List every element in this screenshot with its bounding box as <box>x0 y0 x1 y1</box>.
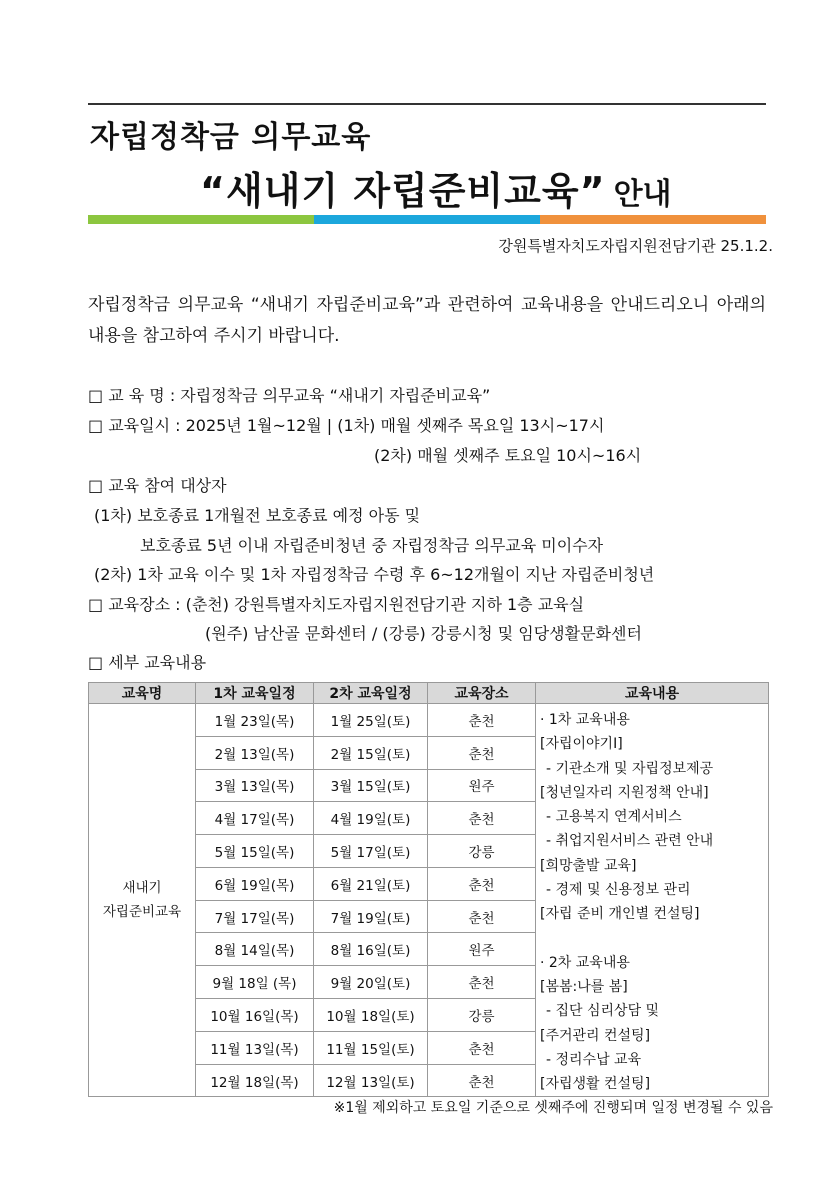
content-line: [자립이야기Ⅰ] <box>540 736 623 753</box>
content-line: - 경제 및 신용정보 관리 <box>546 882 691 899</box>
edu-schedule-1: □ 교육일시 : 2025년 1월~12월 | (1차) 매월 셋째주 목요일 13시~17시 <box>88 416 605 435</box>
schedule-2-cell: 11월 15일(토) <box>314 1031 428 1064</box>
content-line: [청년일자리 지원정책 안내] <box>540 784 709 801</box>
content-line: - 고용복지 연계서비스 <box>546 809 682 826</box>
title-line-2 <box>200 160 672 215</box>
schedule-1-cell: 2월 13일(목) <box>196 736 314 769</box>
th-content: 교육내용 <box>536 683 769 704</box>
schedule-2-cell: 12월 13일(토) <box>314 1064 428 1097</box>
title-main: “새내기 자립준비교육” <box>200 169 606 213</box>
place-cell: 춘천 <box>428 966 536 999</box>
color-bar-blue <box>314 215 540 224</box>
schedule-2-cell: 7월 19일(토) <box>314 900 428 933</box>
place-cell: 춘천 <box>428 736 536 769</box>
th-place: 교육장소 <box>428 683 536 704</box>
place-cell: 원주 <box>428 769 536 802</box>
content-line: [주거관리 컨설팅] <box>540 1027 651 1044</box>
schedule-2-cell: 10월 18일(토) <box>314 999 428 1032</box>
th-schedule-1: 1차 교육일정 <box>196 683 314 704</box>
title-line-1: 자립정착금 의무교육 <box>90 120 372 155</box>
edu-name: □ 교 육 명 : 자립정착금 의무교육 “새내기 자립준비교육” <box>88 386 491 405</box>
schedule-2-cell: 9월 20일(토) <box>314 966 428 999</box>
place-cell: 춘천 <box>428 900 536 933</box>
content-cell <box>536 704 769 1097</box>
schedule-1-cell: 12월 18일(목) <box>196 1064 314 1097</box>
schedule-1-cell: 4월 17일(목) <box>196 802 314 835</box>
schedule-1-cell: 7월 17일(목) <box>196 900 314 933</box>
place-cell: 원주 <box>428 933 536 966</box>
place-cell: 춘천 <box>428 802 536 835</box>
content-line: · 1차 교육내용 <box>540 712 630 728</box>
schedule-2-cell: 6월 21일(토) <box>314 867 428 900</box>
target-2: (2차) 1차 교육 이수 및 1차 자립정착금 수령 후 6~12개월이 지난 자립준비청년 <box>94 565 655 584</box>
content-line: [자립 준비 개인별 컨설팅] <box>540 906 700 923</box>
schedule-1-cell: 3월 13일(목) <box>196 769 314 802</box>
content-line: [봄봄:나를 봄] <box>540 978 628 995</box>
th-program: 교육명 <box>89 683 196 704</box>
place-cell: 춘천 <box>428 867 536 900</box>
target-header: □ 교육 참여 대상자 <box>88 476 227 495</box>
detail-header: □ 세부 교육내용 <box>88 653 207 672</box>
table-row <box>89 704 769 737</box>
schedule-2-cell: 3월 15일(토) <box>314 769 428 802</box>
place-cell: 춘천 <box>428 704 536 737</box>
schedule-note: ※1월 제외하고 토요일 기준으로 셋째주에 진행되며 일정 변경될 수 있음 <box>333 1100 773 1116</box>
place-2: (원주) 남산골 문화센터 / (강릉) 강릉시청 및 임당생활문화센터 <box>205 624 642 643</box>
place-cell: 춘천 <box>428 1031 536 1064</box>
schedule-1-cell: 8월 14일(목) <box>196 933 314 966</box>
place-cell: 강릉 <box>428 999 536 1032</box>
th-schedule-2: 2차 교육일정 <box>314 683 428 704</box>
place-1: □ 교육장소 : (춘천) 강원특별자치도자립지원전담기관 지하 1층 교육실 <box>88 595 585 614</box>
content-line: [희망출발 교육] <box>540 857 637 874</box>
schedule-2-cell: 8월 16일(토) <box>314 933 428 966</box>
top-rule <box>88 103 766 105</box>
target-1b: 보호종료 5년 이내 자립준비청년 중 자립정착금 의무교육 미이수자 <box>140 536 604 555</box>
intro-paragraph: 자립정착금 의무교육 “새내기 자립준비교육”과 관련하여 교육내용을 안내드리오니 아래의 내용을 참고하여 주시기 바랍니다. <box>88 295 766 346</box>
schedule-1-cell: 9월 18일 (목) <box>196 966 314 999</box>
color-bar-orange <box>540 215 766 224</box>
program-name-line: 자립준비교육 <box>102 904 182 921</box>
edu-schedule-2: (2차) 매월 셋째주 토요일 10시~16시 <box>374 446 642 465</box>
schedule-1-cell: 5월 15일(목) <box>196 835 314 868</box>
schedule-2-cell: 5월 17일(토) <box>314 835 428 868</box>
content-line: · 2차 교육내용 <box>540 954 630 971</box>
program-name-line: 새내기 <box>122 880 162 897</box>
content-line: - 취업지원서비스 관련 안내 <box>546 833 714 850</box>
place-cell: 춘천 <box>428 1064 536 1097</box>
color-bar-green <box>88 215 314 224</box>
color-bar <box>88 215 766 224</box>
place-cell: 강릉 <box>428 835 536 868</box>
schedule-1-cell: 10월 16일(목) <box>196 999 314 1032</box>
content-line: - 집단 심리상담 및 <box>546 1003 660 1020</box>
target-1a: (1차) 보호종료 1개월전 보호종료 예정 아동 및 <box>94 506 421 525</box>
schedule-2-cell: 2월 15일(토) <box>314 736 428 769</box>
schedule-1-cell: 6월 19일(목) <box>196 867 314 900</box>
title-suffix: 안내 <box>613 177 672 212</box>
schedule-1-cell: 11월 13일(목) <box>196 1031 314 1064</box>
content-line: - 기관소개 및 자립정보제공 <box>546 760 714 777</box>
schedule-2-cell: 4월 19일(토) <box>314 802 428 835</box>
schedule-2-cell: 1월 25일(토) <box>314 704 428 737</box>
table-header-row <box>89 683 769 704</box>
program-name-cell <box>89 704 196 1097</box>
content-line: [자립생활 컨설팅] <box>540 1076 651 1093</box>
issuer-date: 강원특별자치도자립지원전담기관 25.1.2. <box>498 237 773 255</box>
schedule-1-cell: 1월 23일(목) <box>196 704 314 737</box>
content-gap <box>540 927 768 951</box>
content-line: - 정리수납 교육 <box>546 1051 642 1068</box>
education-table <box>88 682 769 1097</box>
